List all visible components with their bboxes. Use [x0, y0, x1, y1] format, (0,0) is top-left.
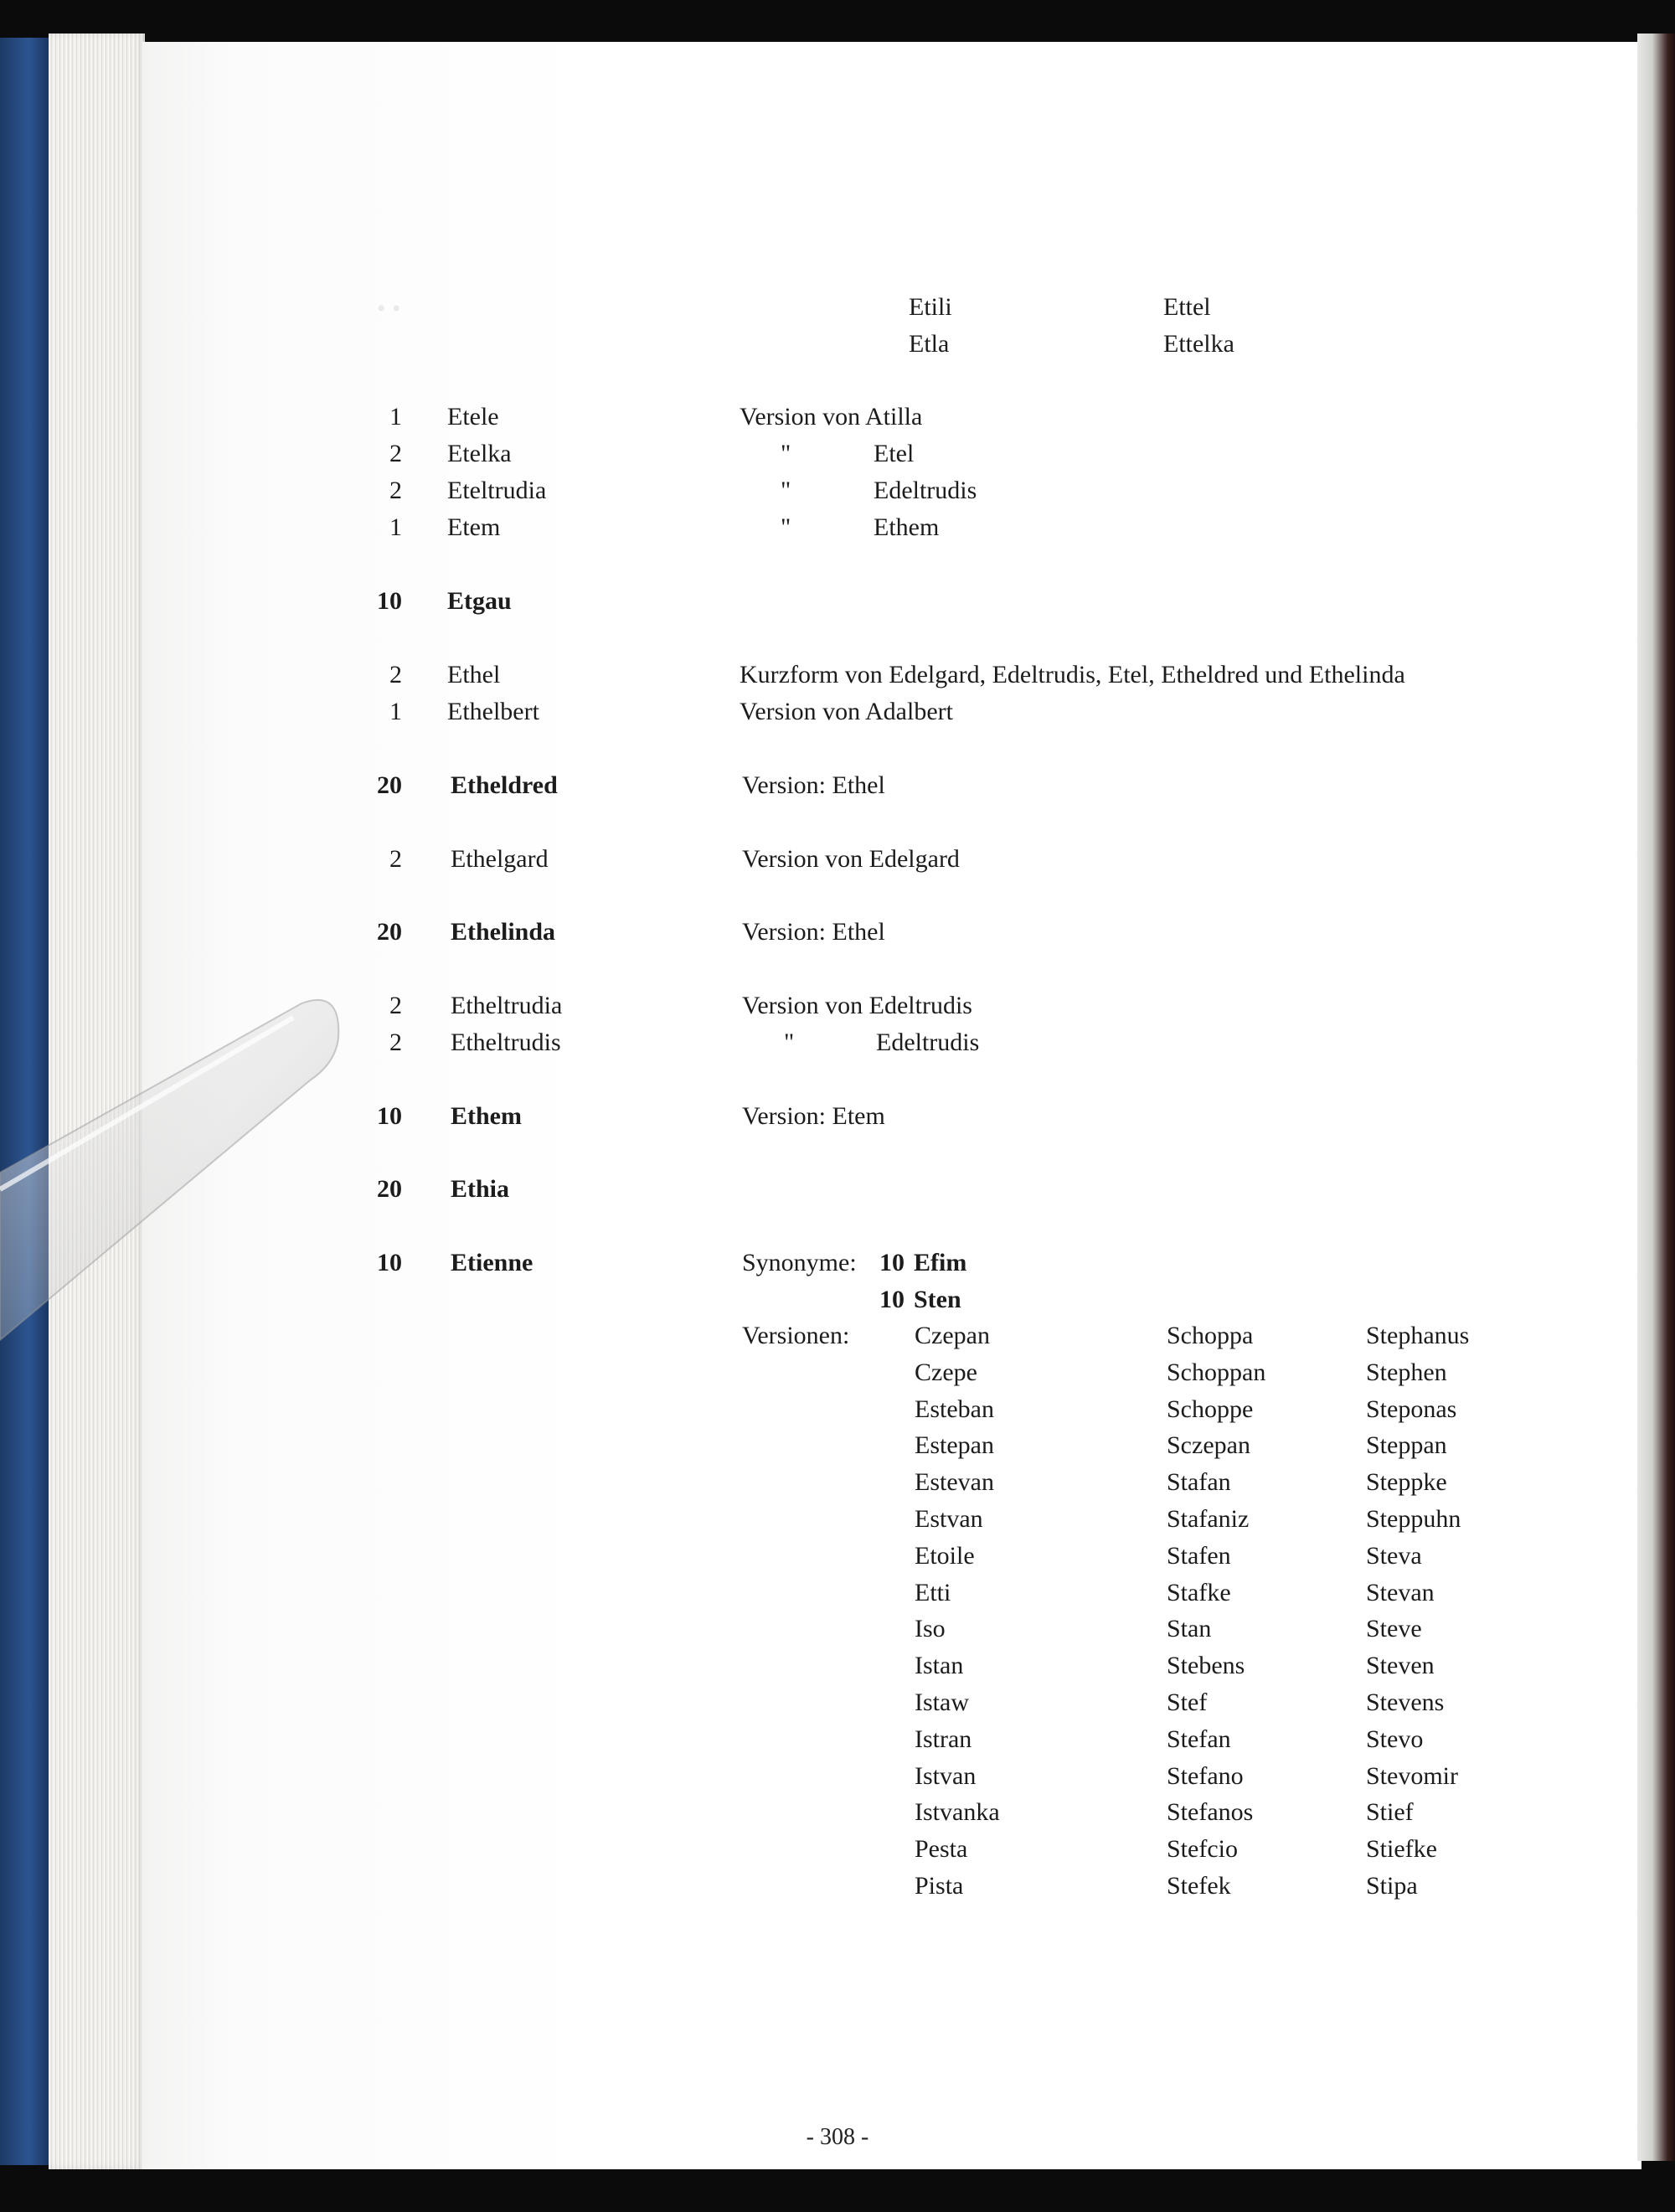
entry-count: 2: [389, 661, 402, 688]
version-name: Stevan: [1366, 1578, 1435, 1606]
continuation-name: Ettelka: [1163, 330, 1234, 358]
version-name: Pesta: [915, 1835, 968, 1864]
entry-description: Version von Adalbert: [740, 698, 953, 725]
version-name: Stefano: [1167, 1761, 1244, 1790]
version-name: Steven: [1366, 1652, 1435, 1680]
entry-description: Version: Ethel: [742, 918, 885, 946]
entry-name: Etheltrudia: [451, 992, 563, 1019]
entry-name: Ethelgard: [451, 845, 549, 873]
entry-description: Edeltrudis: [876, 1029, 980, 1056]
page-edges: [49, 34, 145, 2169]
entry-description: Version von Edelgard: [742, 845, 960, 873]
entry-name: Etele: [447, 403, 499, 431]
entry-name: Ethia: [451, 1175, 510, 1203]
version-name: Czepe: [915, 1358, 977, 1386]
version-name: Stefanos: [1167, 1798, 1254, 1827]
entry-name: Etheltrudis: [451, 1029, 561, 1056]
version-name: Stefek: [1167, 1872, 1231, 1900]
book-spine: [0, 38, 49, 2165]
version-name: Stevo: [1366, 1725, 1424, 1753]
version-name: Schoppa: [1167, 1322, 1254, 1349]
version-name: Stephanus: [1366, 1322, 1470, 1349]
entry-description: Version: Etem: [742, 1102, 885, 1130]
entry-name: Etelka: [447, 440, 512, 467]
entry-name: Eteltrudia: [447, 477, 547, 504]
entry-count: 10: [377, 587, 402, 615]
version-name: Istvanka: [915, 1798, 1000, 1827]
entry-count: 1: [389, 403, 402, 431]
version-name: Estevan: [915, 1468, 994, 1497]
ditto-mark: ": [784, 1029, 795, 1056]
version-name: Etti: [915, 1578, 951, 1606]
ditto-mark: ": [781, 440, 791, 467]
version-name: Schoppe: [1167, 1395, 1254, 1423]
entry-name: Etgau: [447, 587, 512, 615]
continuation-name: Etla: [909, 330, 950, 358]
version-name: Steva: [1366, 1541, 1422, 1570]
entry-count: 2: [389, 845, 402, 873]
entry-description: Ethem: [874, 513, 940, 541]
entry-name: Etem: [447, 513, 501, 541]
synonyms-label: Synonyme:: [742, 1249, 857, 1276]
versions-label: Versionen:: [742, 1322, 850, 1349]
version-name: Steppan: [1366, 1431, 1447, 1460]
version-name: Iso: [915, 1615, 946, 1643]
version-name: Sczepan: [1167, 1431, 1250, 1460]
version-name: Esteban: [915, 1395, 994, 1423]
entry-description: Version: Ethel: [742, 771, 885, 799]
version-name: Stef: [1167, 1689, 1208, 1716]
synonym-name: Sten: [914, 1286, 961, 1313]
version-name: Istvan: [915, 1761, 977, 1790]
entry-description: Etel: [874, 440, 915, 467]
entry-count: 1: [389, 698, 402, 725]
entry-count: 20: [377, 918, 402, 946]
version-name: Stafen: [1167, 1541, 1231, 1570]
entry-name: Ethel: [447, 661, 501, 688]
version-name: Steppuhn: [1366, 1505, 1461, 1533]
entry-description: Edeltrudis: [874, 477, 977, 504]
version-name: Czepan: [915, 1322, 990, 1349]
version-name: Stipa: [1366, 1872, 1418, 1900]
version-name: Steponas: [1366, 1395, 1457, 1423]
synonym-count: 10: [879, 1286, 904, 1313]
version-name: Stefan: [1167, 1725, 1231, 1753]
version-name: Stan: [1167, 1615, 1212, 1643]
entry-description: Kurzform von Edelgard, Edeltrudis, Etel, Etheldred und Ethelinda: [740, 661, 1405, 688]
synonym-name: Efim: [914, 1249, 967, 1276]
entry-description: Version von Atilla: [740, 403, 923, 431]
version-name: Steve: [1366, 1615, 1422, 1643]
version-name: Estvan: [915, 1505, 983, 1533]
entry-count: 2: [389, 440, 402, 467]
entry-name: Etienne: [451, 1249, 533, 1276]
entry-description: Version von Edeltrudis: [742, 992, 972, 1019]
version-name: Stafke: [1167, 1578, 1231, 1606]
entry-count: 10: [377, 1249, 402, 1276]
entry-name: Ethem: [451, 1102, 522, 1130]
version-name: Steppke: [1366, 1468, 1447, 1497]
synonym-count: 10: [879, 1249, 904, 1276]
entry-count: 10: [377, 1102, 402, 1130]
ditto-mark: ": [781, 513, 791, 541]
version-name: Etoile: [915, 1541, 975, 1570]
entry-count: 20: [377, 771, 402, 799]
continuation-name: Ettel: [1163, 293, 1211, 321]
version-name: Istaw: [915, 1689, 969, 1716]
version-name: Stief: [1366, 1798, 1414, 1827]
version-name: Estepan: [915, 1431, 994, 1460]
ditto-mark: ": [781, 477, 791, 504]
version-name: Pista: [915, 1872, 964, 1900]
version-name: Stebens: [1167, 1652, 1245, 1680]
version-name: Stephen: [1366, 1358, 1447, 1386]
version-name: Stefcio: [1167, 1835, 1238, 1864]
continuation-name: Etili: [909, 293, 952, 321]
entry-count: 2: [389, 992, 402, 1019]
page-number: - 308 -: [806, 2124, 869, 2150]
version-name: Stevens: [1366, 1689, 1445, 1716]
version-name: Stevomir: [1366, 1761, 1458, 1790]
entry-count: 1: [389, 513, 402, 541]
entry-name: Etheldred: [451, 771, 558, 799]
entry-name: Ethelbert: [447, 698, 539, 725]
version-name: Stiefke: [1366, 1835, 1437, 1864]
version-name: Stafan: [1167, 1468, 1231, 1497]
version-name: Istran: [915, 1725, 972, 1753]
entry-count: 2: [389, 477, 402, 504]
version-name: Istan: [915, 1652, 964, 1680]
version-name: Schoppan: [1167, 1358, 1266, 1386]
entry-count: 20: [377, 1175, 402, 1203]
version-name: Stafaniz: [1167, 1505, 1250, 1533]
entry-count: 2: [389, 1029, 402, 1056]
book-right-edge: [1637, 34, 1675, 2161]
entry-name: Ethelinda: [451, 918, 556, 946]
